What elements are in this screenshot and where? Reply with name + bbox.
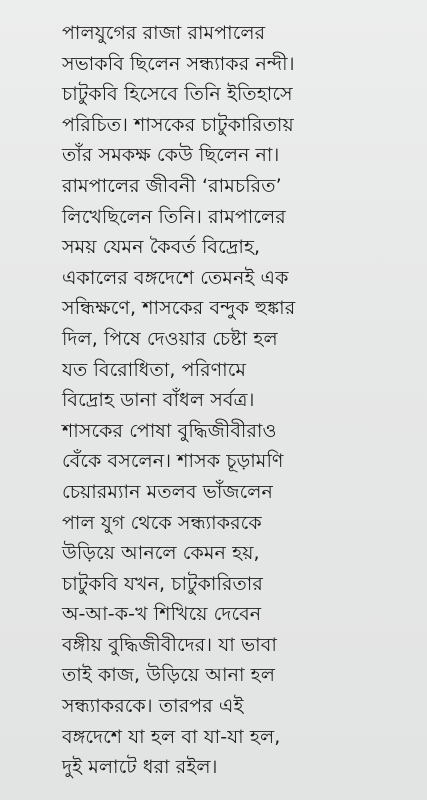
blurb-line: সন্ধিক্ষণে, শাসকের বন্দুক হুঙ্কার xyxy=(62,297,296,320)
blurb-line: লিখেছিলেন তিনি। রামপালের xyxy=(62,205,286,228)
blurb-line: বঙ্গদেশে যা হল বা যা-যা হল, xyxy=(62,725,281,748)
blurb-line: শাসকের পোষা বুদ্ধিজীবীরাও xyxy=(62,419,277,442)
blurb-line: বেঁকে বসলেন। শাসক চূড়ামণি xyxy=(62,450,284,473)
blurb-line: একালের বঙ্গদেশে তেমনই এক xyxy=(62,266,289,289)
blurb-line: বঙ্গীয় বুদ্ধিজীবীদের। যা ভাবা xyxy=(62,633,277,656)
blurb-line: উড়িয়ে আনলে কেমন হয়, xyxy=(62,542,260,565)
blurb-line: পালযুগের রাজা রামপালের xyxy=(62,22,266,44)
blurb-line: সময় যেমন কৈবর্ত বিদ্রোহ, xyxy=(62,236,261,259)
blurb-line: যত বিরোধিতা, পরিণামে xyxy=(62,358,247,381)
blurb-line: পাল যুগ থেকে সন্ধ্যাকরকে xyxy=(62,511,262,534)
blurb-line: চেয়ারম্যান মতলব ভাঁজলেন xyxy=(62,480,273,503)
blurb-line: চাটুকবি যখন, চাটুকারিতার xyxy=(62,572,263,595)
blurb-line: রামপালের জীবনী ‘রামচরিত’ xyxy=(62,174,282,197)
blurb-line: সভাকবি ছিলেন সন্ধ্যাকর নন্দী। xyxy=(62,52,295,75)
blurb-line: অ-আ-ক-খ শিখিয়ে দেবেন xyxy=(62,603,262,626)
blurb-line: বিদ্রোহ ডানা বাঁধল সর্বত্র। xyxy=(62,389,255,412)
blurb-line: সন্ধ্যাকরকে। তারপর এই xyxy=(62,695,244,718)
blurb-line: তাঁর সমকক্ষ কেউ ছিলেন না। xyxy=(62,144,280,167)
blurb-line: দিল, পিষে দেওয়ার চেষ্টা হল xyxy=(62,327,278,350)
blurb-line: তাই কাজ, উড়িয়ে আনা হল xyxy=(62,664,276,687)
blurb-line: পরিচিত। শাসকের চাটুকারিতায় xyxy=(62,113,294,136)
blurb-text xyxy=(62,18,422,783)
blurb-line: চাটুকবি হিসেবে তিনি ইতিহাসে xyxy=(62,83,293,106)
blurb-line: দুই মলাটে ধরা রইল। xyxy=(62,756,218,779)
